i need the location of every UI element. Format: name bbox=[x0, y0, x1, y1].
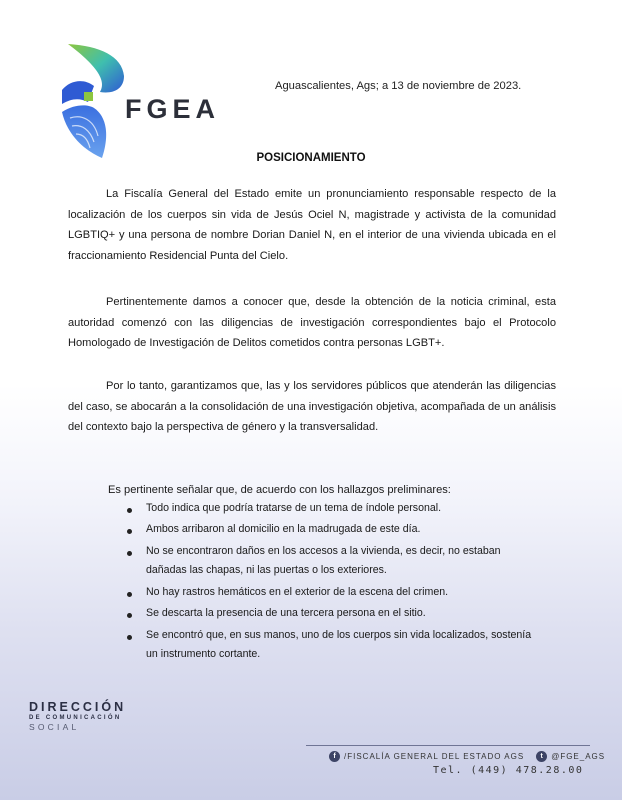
bullet-icon bbox=[127, 529, 132, 534]
footer-divider bbox=[306, 745, 590, 746]
twitter-icon[interactable]: t bbox=[536, 751, 547, 762]
phone-number: Tel. (449) 478.28.00 bbox=[433, 765, 584, 776]
brand-wordmark: FGEA bbox=[125, 94, 221, 124]
list-item-text: un instrumento cortante. bbox=[146, 648, 261, 660]
bullet-icon bbox=[127, 613, 132, 618]
department-line-1: DIRECCIÓN bbox=[29, 700, 127, 714]
bullet-icon bbox=[127, 551, 132, 556]
facebook-icon[interactable]: f bbox=[329, 751, 340, 762]
list-item-text: Se descarta la presencia de una tercera persona en el sitio. bbox=[146, 607, 426, 619]
facebook-handle[interactable]: /FISCALÍA GENERAL DEL ESTADO AGS bbox=[344, 752, 525, 761]
list-item-text: No hay rastros hemáticos en el exterior de la escena del crimen. bbox=[146, 586, 449, 598]
list-item-text: Todo indica que podría tratarse de un tema de índole personal. bbox=[146, 502, 442, 514]
department-line-2: DE COMUNICACIÓN bbox=[29, 715, 122, 721]
bullet-icon bbox=[127, 635, 132, 640]
list-item-text: Ambos arribaron al domicilio en la madrugada de este día. bbox=[146, 523, 421, 535]
page-title: POSICIONAMIENTO bbox=[256, 152, 366, 164]
list-item-text: Se encontró que, en sus manos, uno de los cuerpos sin vida localizados, sostenía bbox=[146, 629, 532, 641]
document-date: Aguascalientes, Ags; a 13 de noviembre de 2023. bbox=[275, 80, 522, 92]
bullet-icon bbox=[127, 508, 132, 513]
paragraph-3: Por lo tanto, garantizamos que, las y los servidores públicos que atenderán las diligencias del caso, se abocarán a la consolidación de una investigación objetiva, acompañada de un análisis del contexto bajo la perspectiva de género y la transversalidad. bbox=[68, 380, 556, 433]
department-line-3: SOCIAL bbox=[29, 722, 80, 732]
department-signature bbox=[29, 700, 126, 732]
twitter-handle[interactable]: @FGE_AGS bbox=[551, 752, 606, 761]
list-item-text: dañadas las chapas, ni las puertas o los exteriores. bbox=[146, 564, 387, 576]
paragraph-2: Pertinentemente damos a conocer que, desde la obtención de la noticia criminal, esta autoridad comenzó con las diligencias de investigación correspondientes bajo el Protocolo Homologado de Investigación de Delitos cometidos contra personas LGBT+. bbox=[68, 296, 556, 349]
list-item-text: No se encontraron daños en los accesos a la vivienda, es decir, no estaban bbox=[146, 545, 501, 557]
bullet-icon bbox=[127, 592, 132, 597]
paragraph-1: La Fiscalía General del Estado emite un pronunciamiento responsable respecto de la localización de los cuerpos sin vida de Jesús Ociel N, magistrade y activista de la comunidad LGBTIQ+ y una persona de nombre Dorian Daniel N, en el interior de una vivienda ubicada en el fraccionamiento Residencial Punta del Cielo. bbox=[68, 188, 556, 262]
list-intro: Es pertinente señalar que, de acuerdo con los hallazgos preliminares: bbox=[108, 484, 451, 496]
social-links bbox=[329, 751, 605, 762]
